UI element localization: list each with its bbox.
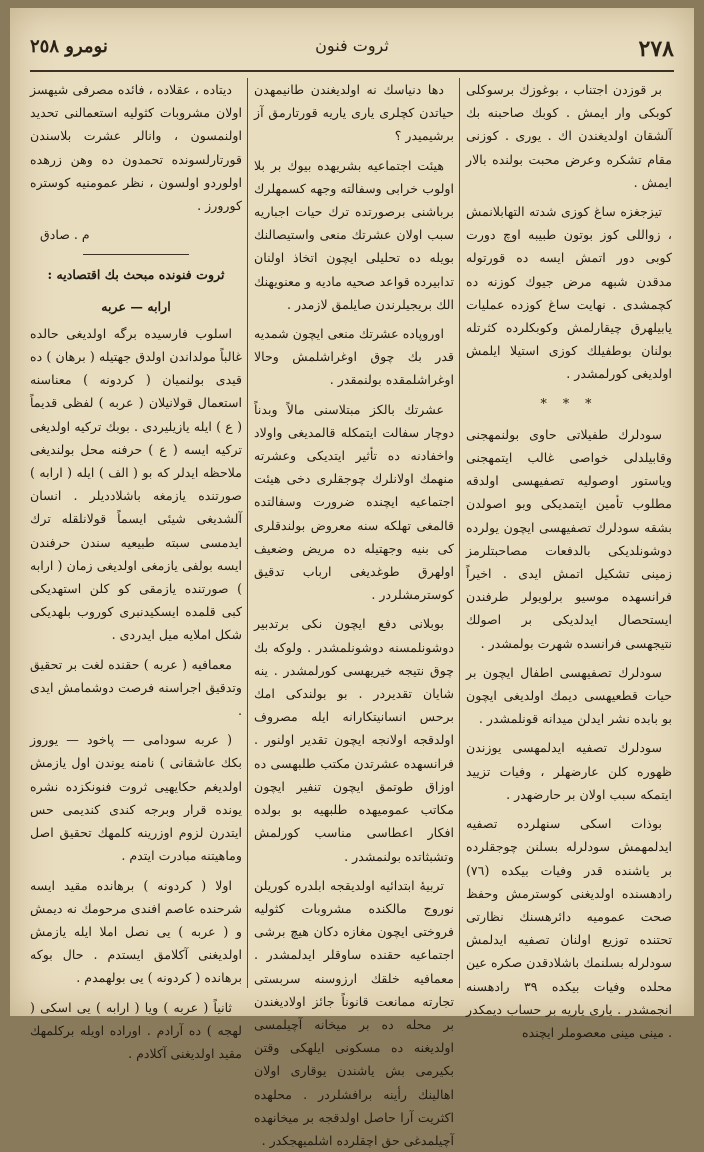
header-divider <box>30 70 674 72</box>
column-right <box>466 78 672 1040</box>
article-subtitle: ارابه — عربه <box>101 298 171 314</box>
paragraph: بوذات اسكى سنهلرده تصفيه ايدلمهمش سودلرله بسلنن چوجقلرده بر ياشنده قدر وفيات بيكده (٧٦) رادهسنده اولديغنى كوسترمش وحفظ صحت عموميه دائرهسنك نظارتى تحتنده توزيع اولنان تصفيه ايدلمش سودلرله بسلنمك باشلادقدن صكره عين محلده وفيات بيكده ٣٩ رادهسنه انجمشدر . يارى ياريه بر حساب ديمكدر . مينى مينى معصوملر ايچنده <box>466 816 672 1040</box>
issue-number: نومرو ٢٥٨ <box>30 36 108 57</box>
paragraph: معمافيه ( عربه ) حقنده لغت بر تحقيق وتدقيق اجراسنه فرصت دوشمامش ايدى . <box>30 656 242 719</box>
article-title: ثروت فنونده مبحث بك اقتصاديه : <box>47 267 225 283</box>
paragraph: تيزجغزه ساغ كوزى شدته التهابلانمش ، زواللى كوز بوتون طبيبه اوچ دورت كوبى دور اتمش ايسه ده قورتوله مدقدن شبهه مرض جيوك كوزنه ده كچمشدى . نهايت ساغ كوزده عمليات يابيلهرق چيقارلمش وكوبكلرده كثرتله بولنان بوطفيلك كوزى استيلا ايلمش اولديغى كورلمشدر . <box>466 204 672 382</box>
newspaper-page <box>10 8 694 1148</box>
column-middle <box>254 78 454 1148</box>
page-header <box>30 36 674 70</box>
paragraph: بوبلانى دفع ايچون نكى برتدبير دوشونلمسنه دوشونلمشدر . ولوكه بك چوق نتيجه خيريهسى كورلمشدر . ينه شايان تقديردر . بو بولندكى امك برحس انسانيتكارانه ايله مصروف اولدقجه اولانجه ايچون تقدير اولنور . فرانسهده عشرتدن مكتب طلبهسى ده اوزاق طوتمق ايچون تنفير ايچون مكاتب عموميهده طلبهيه بو بولده افكار اعطاسى مناسب كورلمش وتشبثاتده بولنمشدر . <box>254 616 454 864</box>
paragraph: ( عربه سودامى — پاخود — يوروز بكك عاشقانى ) نامنه يوندن اول يازمش اولديغم حكايهيى ثروت فنونكزده نشره يونده قرار وبرجه كندى كنديمى حس ايتدرن لزوم اوزرينه كلمهك تحقيق اصل وماهيتنه مبادرت ايتدم . <box>30 732 242 864</box>
column-left <box>30 78 242 1061</box>
magazine-title: ثروت فنون <box>315 36 389 55</box>
section-separator: * * * <box>540 395 598 411</box>
paragraph: اسلوب فارسيده برگه اولديغى حالده غالباً مولداندن اولدق جهتيله ( برهان ) ده قيدى بولنميان ( كردونه ) معناسنه استعمال قولانيلان ( عربه ) لفظى قديماً ( ع ) ايله يازيليردى . بوبك تركيه اولديغى تركيه ايسه ( ع ) حرفنه محل بولنديغى ملاحظه ايدلر كه بو ( الف ) ايله ( ارابه ) صورتنده يازمغه باشلادديلر . انسان آلشديغى شيئى ايسماً قولانلقله ترك ايدمسى سبته طبيعيه سندن حرفندن ايسه بولفى يازمغى اولديغى زمان ( ارابه ) صورتنده يازمقى كو كلن استهديكى كبى قلمده ايسكيدنبرى كوروب بلهديكى شكل املايه ميل ايدردى . <box>30 325 242 643</box>
column-divider <box>247 78 248 988</box>
paragraph: اوروپاده عشرتك منعى ايچون شمديه قدر بك چوق اوغراشلمش وحالا اوغراشلمقده بولنمقدر . <box>254 326 454 388</box>
paragraph: بر قوزدن اجتناب ، بوغوزك برسوكلى كوبكى وار ايمش . كوبك صاحبنه بك آلشقان اولديغندن اك . يورى . كوزنى مقام تشكره وعرض محبت بولنده بالار ايمش . <box>466 82 672 190</box>
author-signature: م . صادق <box>40 227 90 243</box>
paragraph: سودلرك تصفيه ايدلمهسى يوزندن ظهوره كلن عارضهلر ، وفيات تزييد ايتمكه سبب اولان بر حارضهدر . <box>466 740 672 802</box>
paragraph: سودلرك طفيلاتى حاوى بولنمهجنى وقابيلدلى خواصى غالب ايتمهجنى وياستور اوصوليه تصفيهسى اولدقه مطلوب تأمين ايتمديكى وبو اصولدن بشقه سودلرك تصفيهسى ايچون يولرده دوشونلديكى بالدفعات مصاحبتلرمز زمينى تشكيل اتمش ايدى . اخيراً فرانسهده موسيو برلويولر طرفندن ايستحصال ايدلديكى بر اصولك نتيجهسى فرانسده شهرت بولمشدر . <box>466 426 672 651</box>
paragraph: ثانياً ( عربه ) ويا ( ارابه ) يى اسكى ( لهجه ) ده آرادم . اوراده اويله بركلمهك مقيد اولديغنى آكلادم . <box>30 999 242 1061</box>
article-divider <box>83 254 189 255</box>
paragraph: سودلرك تصفيهسى اطفال ايچون بر حيات قطعيهسى ديمك اولديغى ايچون بو بابده نشر ايدلن ميدانه قونلمشدر . <box>466 664 672 727</box>
paragraph: تربيهٔ ابتدائيه اولديقجه ابلدره كوريلن نوروج مالكنده مشروبات كثوليه فروختى ايچون مغازه دكان هيچ برشى اجتماعيه حقنده ساوقلر ايدلمشدر . معمافيه خلقك ارزوسنه سربستى تجارته ممانعت قانوناً جائز اولاديغندن بر محله ده بر ميخانه آچيلمسى اولديغنه ده مسكونى ايلهكى وقتن بكيرمى بش ياشندن يوقارى اولان اهالينك رأينه برافشلردر . محلهده اكثريت آرا حاصل اولدقجه بر ميخانهده آچيلمدغى حق اچقلرده اشلميهجكدر . <box>254 877 454 1148</box>
column-divider <box>459 78 460 988</box>
paragraph: دها دنياسك نه اولديغندن طانيمهدن حياتدن كچلرى يارى ياريه قورتارمق آز برشيميدر ؟ <box>254 82 454 144</box>
paragraph: عشرتك بالكز مبتلاسنى مالاً وبدناً دوچار سفالت ايتمكله قالمديغى واولاد واخفادنه ده تأثير ايتديكى وعشرته منهمك اولانلرك چوجقلرى دخى هيئت اجتماعيه ايچنده ضرورت وسفالتده قالمغى تهلكه سنه معروض بولندقلرى كى بنيه وجهتيله ده مريض وضعيف اولهرق طوغديغى ارباب تدقيق كوسترمشلردر . <box>254 401 454 603</box>
paragraph: هيئت اجتماعيه بشريهده بيوك بر بلا اولوب خرابى وسفالته وجهه كسمهلرك برباشنى برصورتده ترك حيات اجباريه سبب اولان عشرتك منعى واستيصالنك بويله ده تحليلى ايچون اتخاذ اولنان تدابيرده قواعد صحيه ماديه و معنويهنك الك بريجيلرندن صايلمق لازمدر . <box>254 157 454 312</box>
paragraph: ديتاده ، عقلاده ، فائده مصرفى شيهسز اولان مشروبات كثوليه استعمالنى تحديد اولنمسون ، وانالر عشرت بلاسندن قورتارلسونده تحمدون ده وهن زرهده اولوردو اولسون ، نظر عمومنيه كوستره كورورز . <box>30 82 242 214</box>
paragraph: اولا ( كردونه ) برهانده مقيد ايسه شرحنده عاصم افندى مرحومك نه ديمش و ( عربه ) يى نصل املا ايله يازمش اولديغنى آكلامق ايستدم . حال بوكه برهانده ( كردونه ) يى بولهمدم . <box>30 877 242 986</box>
page-number: ٢٧٨ <box>638 36 674 62</box>
